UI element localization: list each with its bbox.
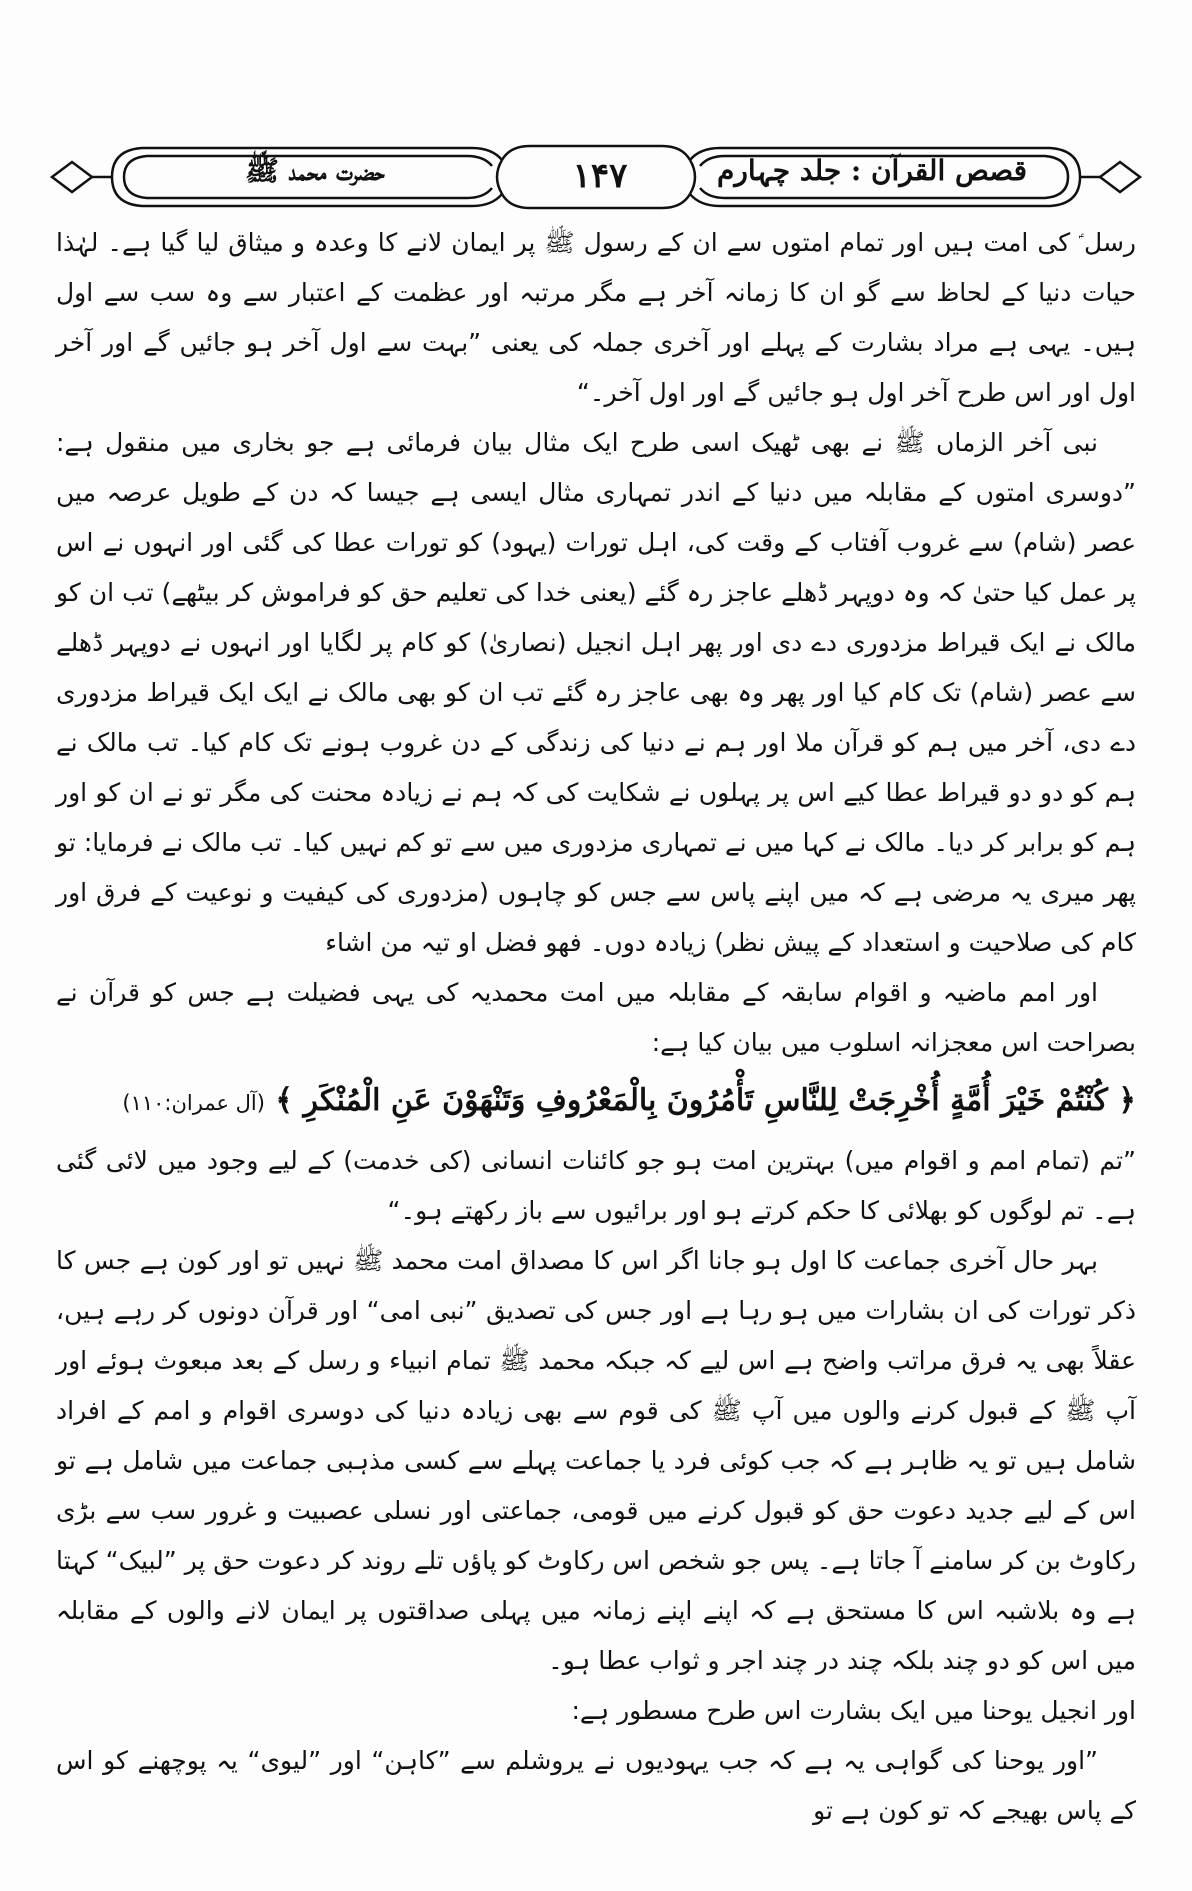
- page-number: ۱۴۷: [572, 156, 628, 196]
- paragraph-1: رسل ؑ کی امت ہیں اور تمام امتوں سے ان کے رسول ﷺ پر ایمان لانے کا وعدہ و میثاق لیا گیا ہے۔ لہٰذا حیات دنیا کے لحاظ سے گو ان کا زمانہ آخر ہے مگر مرتبہ اور عظمت کے اعتبار سے وہ سب سے اول ہیں۔ یہی ہے مراد بشارت کے پہلے اور آخری جملہ کی یعنی ”بہت سے اول آخر ہو جائیں گے اور آخر اول اور اس طرح آخر اول ہو جائیں گے اور اول آخر۔“: [56, 228, 1136, 407]
- paragraph-4: بہر حال آخری جماعت کا اول ہو جانا اگر اس کا مصداق امت محمد ﷺ نہیں تو اور کون ہے جس کا ذکر تورات کی ان بشارات میں ہو رہا ہے اور جس کی تصدیق ”نبی امی“ اور قرآن دونوں کر رہے ہیں، عقلاً بھی یہ فرق مراتب واضح ہے اس لیے کہ جبکہ محمد ﷺ تمام انبیاء و رسل کے بعد مبعوث ہوئے اور آپ ﷺ کے قبول کرنے والوں میں آپ ﷺ کی قوم سے بھی زیادہ دنیا کی دوسری اقوام و امم کے افراد شامل ہیں تو یہ ظاہر ہے کہ جب کوئی فرد یا جماعت پہلے سے کسی مذہبی جماعت میں شامل ہے تو اس کے لیے جدید دعوت حق کو قبول کرنے میں قومی، جماعتی اور نسلی عصبیت و غرور سب سے بڑی رکاوٹ بن کر سامنے آ جاتا ہے۔ پس جو شخص اس رکاوٹ کو پاؤں تلے روند کر دعوت حق پر ”لبیک“ کہتا ہے وہ بلاشبہ اس کا مستحق ہے کہ اپنے اپنے زمانہ میں پہلی صداقتوں پر ایمان لانے والوں کے مقابلہ میں اس کو دو چند بلکہ چند در چند اجر و ثواب عطا ہو۔: [56, 1246, 1136, 1675]
- chapter-title: حضرت محمد ﷺ: [245, 154, 385, 187]
- verse-close-bracket: ﴾: [275, 1083, 293, 1118]
- paragraph-5: اور انجیل یوحنا میں ایک بشارت اس طرح مسطور ہے:: [571, 1696, 1136, 1725]
- quran-verse: [56, 1070, 1136, 1134]
- page-body: [56, 218, 1136, 1836]
- verse-translation: ”تم (تمام امم و اقوام میں) بہترین امت ہو جو کائنات انسانی (کی خدمت) کے لیے وجود میں لائی گئی ہے۔ تم لوگوں کو بھلائی کا حکم کرتے ہو اور برائیوں سے باز رکھتے ہو۔“: [56, 1146, 1136, 1225]
- verse-open-bracket: ﴿: [1118, 1083, 1136, 1118]
- verse-text: كُنْتُمْ خَيْرَ أُمَّةٍ أُخْرِجَتْ لِلنَّاسِ تَأْمُرُونَ بِالْمَعْرُوفِ وَتَنْهَوْنَ عَنِ الْمُنْكَرِ: [303, 1083, 1108, 1118]
- paragraph-2: نبی آخر الزماں ﷺ نے بھی ٹھیک اسی طرح ایک مثال بیان فرمائی ہے جو بخاری میں منقول ہے: ”دوسری امتوں کے مقابلہ میں دنیا کے اندر تمہاری مثال ایسی ہے جیسا کہ دن کے طویل عرصہ میں عصر (شام) سے غروب آفتاب کے وقت کی، اہل تورات (یہود) کو تورات عطا کی گئی اور انہوں نے اس پر عمل کیا حتیٰ کہ وہ دوپہر ڈھلے عاجز رہ گئے (یعنی خدا کی تعلیم حق کو فراموش کر بیٹھے) تب ان کو مالک نے ایک قیراط مزدوری دے دی اور پھر اہل انجیل (نصاریٰ) کو کام پر لگایا اور انہوں نے دوپہر ڈھلے سے عصر (شام) تک کام کیا اور پھر وہ بھی عاجز رہ گئے تب ان کو بھی مالک نے ایک ایک قیراط مزدوری دے دی، آخر میں ہم کو قرآن ملا اور ہم نے دنیا کی زندگی کے دن غروب ہونے تک کام کیا۔ تب مالک نے ہم کو دو دو قیراط عطا کیے اس پر پہلوں نے شکایت کی کہ ہم نے زیادہ محنت کی مگر تو نے ان کو اور ہم کو برابر کر دیا۔ مالک نے کہا میں نے تمہاری مزدوری میں سے تو کم نہیں کیا۔ تب مالک نے فرمایا: تو پھر میری یہ مرضی ہے کہ میں اپنے پاس سے جس کو چاہوں (مزدوری کی کیفیت و نوعیت کے فرق اور کام کی صلاحیت و استعداد کے پیش نظر) زیادہ دوں۔ فھو فضل او تیہ من اشاء: [56, 428, 1136, 957]
- verse-reference: (آل عمران:۱۱۰): [122, 1091, 265, 1115]
- paragraph-6: ”اور یوحنا کی گواہی یہ ہے کہ جب یہودیوں نے یروشلم سے ”کاہن“ اور ”لیوی“ یہ پوچھنے کو اس کے پاس بھیجے کہ تو کون ہے تو: [56, 1746, 1136, 1825]
- page-header: [40, 140, 1152, 214]
- book-title: قصص القرآن : جلد چہارم: [717, 154, 1027, 187]
- paragraph-3: اور امم ماضیہ و اقوام سابقہ کے مقابلہ میں امت محمدیہ کی یہی فضیلت ہے جس کو قرآن نے بصراحت اس معجزانہ اسلوب میں بیان کیا ہے:: [56, 978, 1136, 1057]
